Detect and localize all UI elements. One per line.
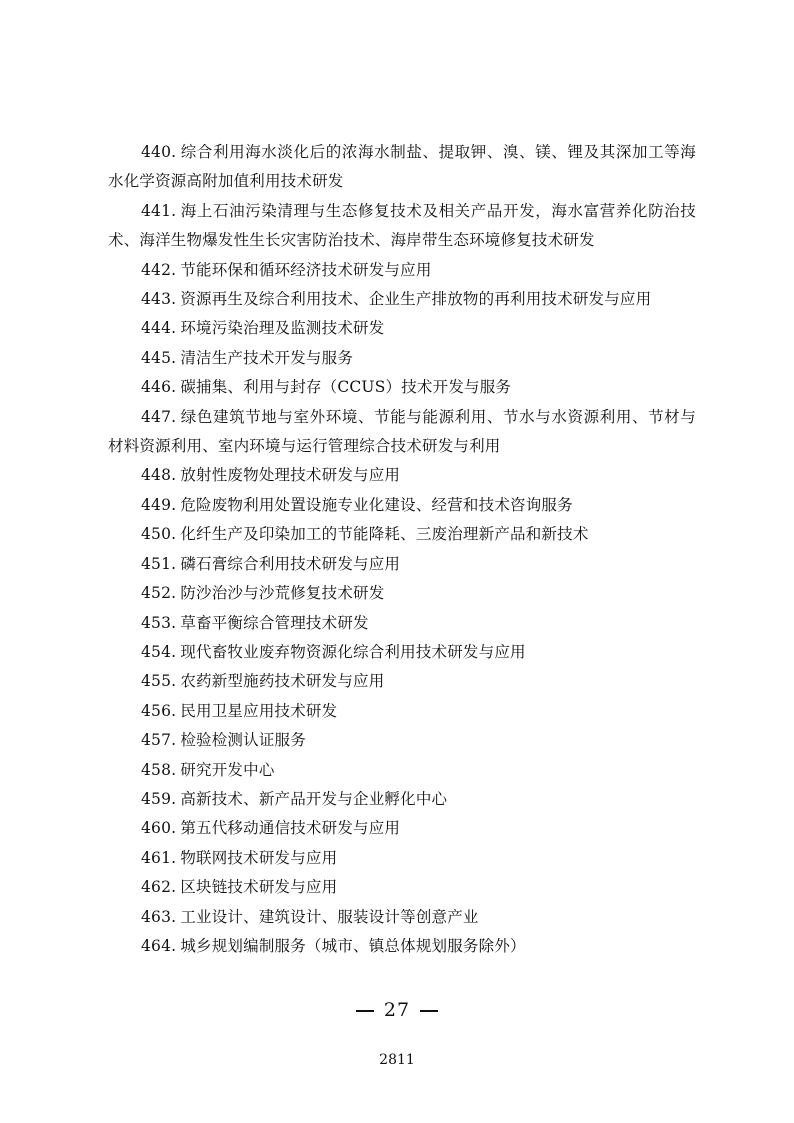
item-number: 444. <box>141 319 177 338</box>
item-text: 城乡规划编制服务（城市、镇总体规划服务除外） <box>180 936 526 955</box>
list-item <box>108 373 696 402</box>
item-number: 449. <box>141 495 177 514</box>
list-item <box>108 403 696 462</box>
item-text: 环境污染治理及监测技术研发 <box>180 319 385 338</box>
item-text: 现代畜牧业废弃物资源化综合利用技术研发与应用 <box>180 642 526 661</box>
item-number: 453. <box>141 613 177 632</box>
item-number: 459. <box>141 789 177 808</box>
item-number: 464. <box>141 936 177 955</box>
list-item <box>108 903 696 932</box>
item-number: 447. <box>141 407 177 426</box>
list-item <box>108 520 696 549</box>
item-number: 455. <box>141 672 177 691</box>
item-number: 460. <box>141 819 177 838</box>
item-text: 放射性废物处理技术研发与应用 <box>180 466 401 485</box>
list-item <box>108 256 696 285</box>
item-number: 443. <box>141 290 177 309</box>
item-text: 物联网技术研发与应用 <box>180 848 338 867</box>
list-item <box>108 550 696 579</box>
list-item <box>108 814 696 843</box>
item-text: 研究开发中心 <box>180 760 275 779</box>
item-number: 462. <box>141 878 177 897</box>
list-item <box>108 932 696 961</box>
item-number: 457. <box>141 731 177 750</box>
list-item <box>108 756 696 785</box>
item-text: 检验检测认证服务 <box>180 731 306 750</box>
item-number: 456. <box>141 701 177 720</box>
item-text: 危险废物利用处置设施专业化建设、经营和技术咨询服务 <box>180 495 573 514</box>
item-text: 草畜平衡综合管理技术研发 <box>180 613 369 632</box>
item-number: 452. <box>141 584 177 603</box>
item-text: 化纤生产及印染加工的节能降耗、三废治理新产品和新技术 <box>180 525 589 544</box>
list-item <box>108 461 696 490</box>
item-number: 445. <box>141 348 177 367</box>
item-text: 海上石油污染清理与生态修复技术及相关产品开发，海水富营养化防治技术、海洋生物爆发性生长灾害防治技术、海岸带生态环境修复技术研发 <box>108 201 696 250</box>
item-number: 440. <box>141 143 177 161</box>
item-number: 451. <box>141 554 177 573</box>
list-item <box>108 609 696 638</box>
item-text: 区块链技术研发与应用 <box>180 878 338 897</box>
page-number <box>0 999 794 1021</box>
item-text: 高新技术、新产品开发与企业孵化中心 <box>180 789 448 808</box>
item-text: 碳捕集、利用与封存（CCUS）技术开发与服务 <box>180 378 512 397</box>
item-text: 绿色建筑节地与室外环境、节能与能源利用、节水与水资源利用、节材与材料资源利用、室内环境与运行管理综合技术研发与利用 <box>108 407 696 456</box>
item-number: 448. <box>141 466 177 485</box>
list-item <box>108 844 696 873</box>
right-dash-decoration <box>420 1010 438 1012</box>
list-item <box>108 785 696 814</box>
item-text: 磷石膏综合利用技术研发与应用 <box>180 554 401 573</box>
page-number-value: 27 <box>383 999 411 1021</box>
item-number: 463. <box>141 907 177 926</box>
item-number: 450. <box>141 525 177 544</box>
item-text: 民用卫星应用技术研发 <box>180 701 338 720</box>
item-text: 资源再生及综合利用技术、企业生产排放物的再利用技术研发与应用 <box>180 290 652 309</box>
item-number: 454. <box>141 642 177 661</box>
item-text: 清洁生产技术开发与服务 <box>180 348 354 367</box>
item-number: 441. <box>141 201 177 220</box>
item-text: 综合利用海水淡化后的浓海水制盐、提取钾、溴、镁、锂及其深加工等海水化学资源高附加值利用技术研发 <box>108 143 696 191</box>
list-item <box>108 491 696 520</box>
list-item <box>108 579 696 608</box>
list-item <box>108 197 696 256</box>
item-text: 节能环保和循环经济技术研发与应用 <box>180 260 432 279</box>
list-item <box>108 873 696 902</box>
item-text: 工业设计、建筑设计、服装设计等创意产业 <box>180 907 479 926</box>
item-number: 461. <box>141 848 177 867</box>
item-text: 防沙治沙与沙荒修复技术研发 <box>180 584 385 603</box>
left-dash-decoration <box>356 1010 374 1012</box>
list-item <box>108 344 696 373</box>
list-item <box>108 667 696 696</box>
item-number: 442. <box>141 260 177 279</box>
item-number: 446. <box>141 378 177 397</box>
document-body <box>108 138 696 961</box>
footer-number: 2811 <box>379 1052 415 1068</box>
list-item <box>108 638 696 667</box>
item-text: 农药新型施药技术研发与应用 <box>180 672 385 691</box>
list-item <box>108 138 696 197</box>
item-number: 458. <box>141 760 177 779</box>
list-item <box>108 726 696 755</box>
list-item <box>108 697 696 726</box>
item-text: 第五代移动通信技术研发与应用 <box>180 819 401 838</box>
list-item <box>108 285 696 314</box>
list-item <box>108 314 696 343</box>
